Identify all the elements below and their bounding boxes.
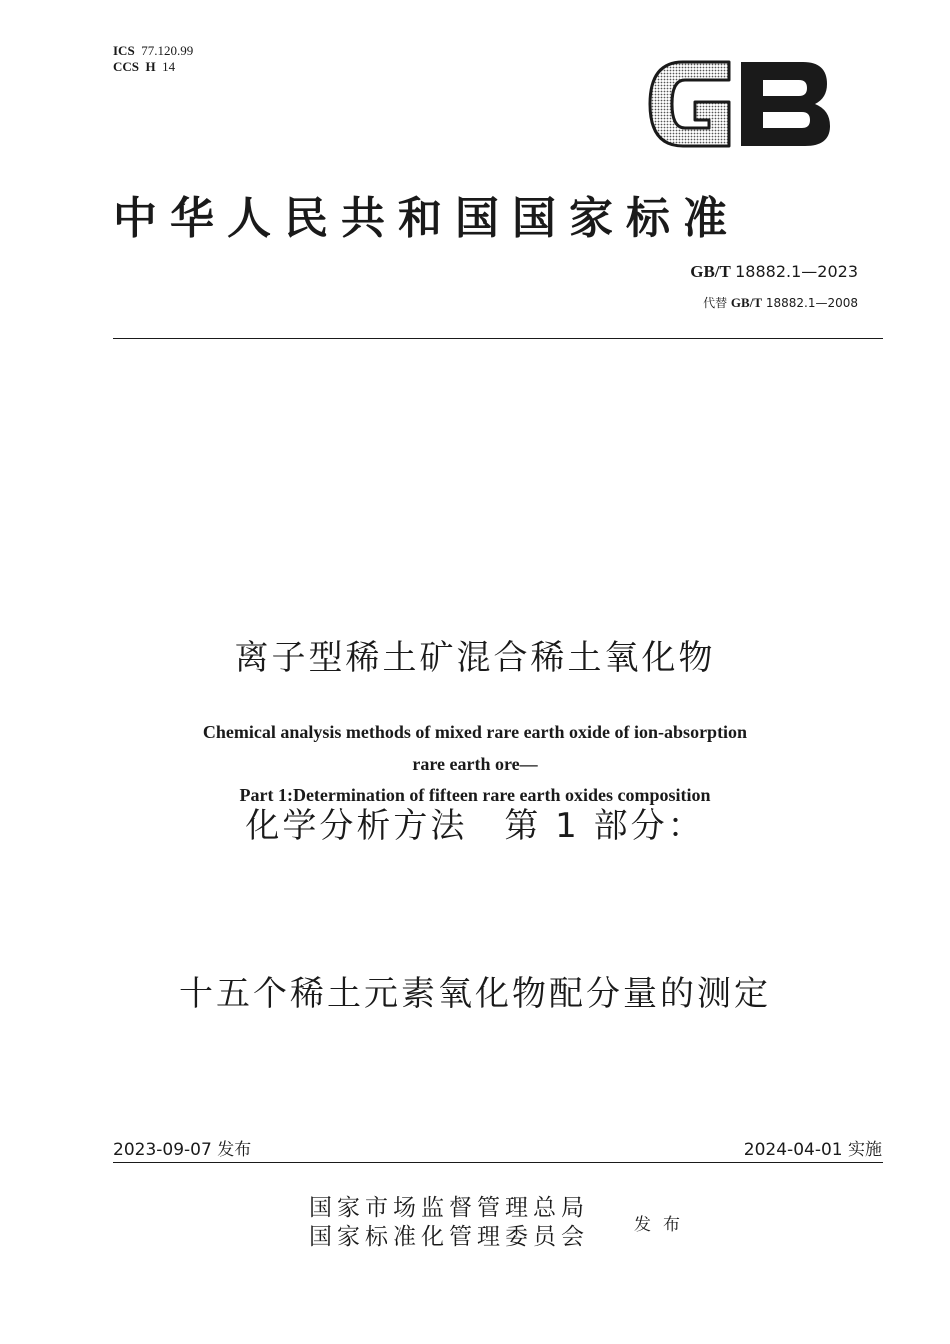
standard-number: GB/T 18882.1—2023: [690, 262, 858, 281]
implementation-date: 2024-04-01 实施: [743, 1140, 882, 1160]
english-title-line: rare earth ore—: [412, 753, 538, 774]
chinese-title-line: 离子型稀土矿混合稀土氧化物: [234, 638, 716, 678]
english-title-line: Part 1:Determination of fifteen rare earth oxides composition: [239, 785, 711, 805]
header-divider: [113, 338, 883, 339]
ics-code: ICS 77.120.99: [113, 43, 194, 58]
classification-codes: [113, 43, 193, 75]
publish-label: 发布: [634, 1215, 692, 1235]
standard-type-heading: 中华人民共和国国家标准: [113, 193, 740, 244]
chinese-title-line: 十五个稀土元素氧化物配分量的测定: [179, 974, 771, 1014]
replaces-standard: 代替 GB/T 18882.1—2008: [703, 295, 858, 310]
ccs-code: CCS H 14: [113, 59, 176, 74]
issuer-sac: 国家标准化管理委员会: [309, 1224, 589, 1250]
english-title: [0, 717, 950, 812]
gb-logo-icon: [645, 54, 835, 154]
issuer-samr: 国家市场监督管理总局: [309, 1195, 589, 1221]
english-title-line: Chemical analysis methods of mixed rare earth oxide of ion-absorption: [202, 722, 748, 742]
issue-date: 2023-09-07 发布: [113, 1140, 252, 1160]
issuing-authorities: [309, 1194, 589, 1252]
chinese-title-line: 化学分析方法 第 1 部分：: [245, 806, 705, 846]
footer-divider: [113, 1162, 883, 1163]
